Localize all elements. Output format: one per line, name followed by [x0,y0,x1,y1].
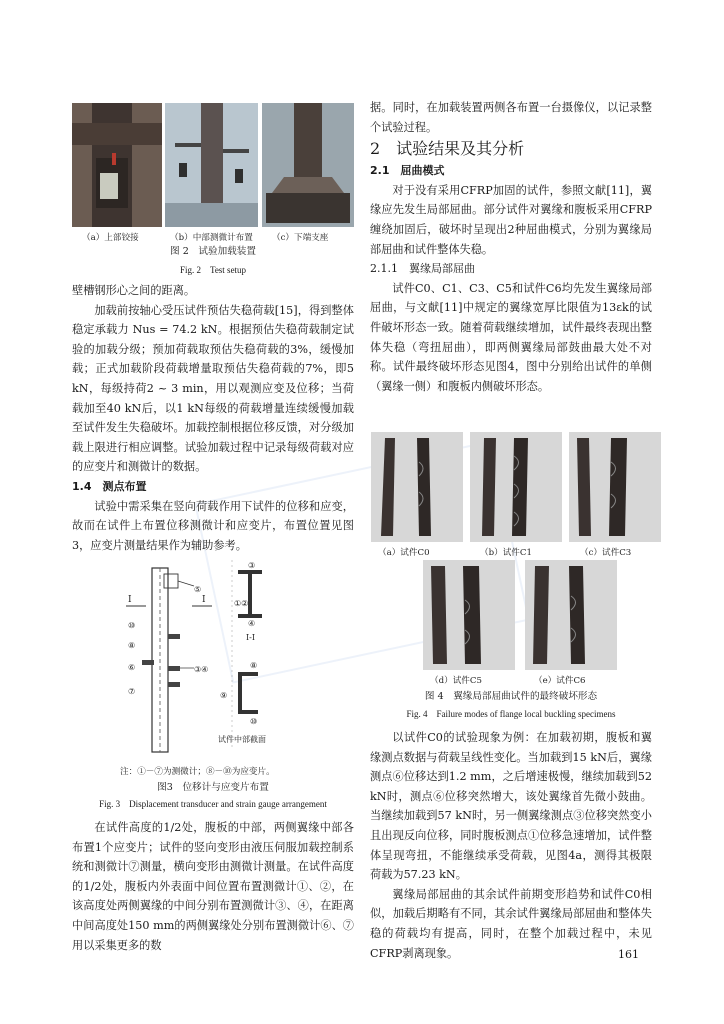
fig3-diagram [120,560,300,760]
fig3-section-mark-right: I [202,595,206,605]
section-2-heading: 2 试验结果及其分析 [370,139,525,159]
fig2-photo-c [262,103,354,227]
fig2-sub-b: （b）中部测微计布置 [170,233,253,243]
fig3-caption-cn: 图3 位移计与应变片布置 [157,782,269,793]
right-paragraph-3: 试件C0、C1、C3、C5和试件C6均先发生翼缘局部屈曲，与文献[11]中规定的翼缘宽厚比限值为13εk的试件破坏形态一致。随着荷载继续增加，试件最终表现出整体失稳（弯扭屈曲），即两侧翼缘局部鼓曲最大处不对称。试件最终破坏形态见图4，图中分别给出试件的单侧（翼缘一侧）和腹板内侧破坏形态。 [370,281,652,393]
left-paragraph-4: 在试件高度的1/2处，腹板的中部，两侧翼缘中部各布置1个应变片；试件的竖向变形由液压伺服加载控制系统和测微计⑦测量，横向变形由测微计测量。在试件高度的1/2处，腹板内外表面中间位置布置测微计①、②，在该高度处两侧翼缘的中间分别布置测微计③、④，在距离中间高度处150 mm的两侧翼缘处分别布置测微计⑥、⑦用以采集更多的数 [72,821,354,952]
fig4-sub-c3: （c）试件C3 [580,548,632,558]
section-1-4-heading: 1.4 测点布置 [72,479,147,493]
right-column-bottom [370,728,652,963]
fig2-photo-a [72,103,162,227]
fig3-label-8b: ⑧ [250,661,258,670]
fig3-label-9: ⑨ [220,691,228,700]
right-paragraph-4: 以试件C0的试验现象为例：在加载初期，腹板和翼缘测点数据与荷载呈线性变化。当加载到15 kN后，翼缘测点⑥位移达到1.2 mm，之后增速极慢，继续加载到52 kN时，测点⑥位移突然增大，该处翼缘首先微小鼓曲。当继续加载到57 kN时，另一侧翼缘测点③位移突然变小且出现反向位移，同时腹板测点①位移急速增加，试件整体呈现弯扭，不能继续承受荷载，见图4a，测得其极限荷载为57.23 kN。 [370,731,652,882]
right-paragraph-2: 对于没有采用CFRP加固的试件，参照文献[11]，翼缘应先发生局部屈曲。部分试件对翼缘和腹板采用CFRP缠绕加固后，破坏时呈现出2种屈曲模式，分别为翼缘局部屈曲和试件整体失稳。 [370,183,652,256]
fig4-sub-c5: （d）试件C5 [430,676,482,686]
right-paragraph-1: 据。同时，在加载装置两侧各布置一台摄像仪，以记录整个试验过程。 [370,101,652,134]
fig2-caption-en: Fig. 2 Test setup [179,265,247,275]
fig3-label-4: ④ [248,619,256,628]
fig4-sub-c0: （a）试件C0 [378,548,430,558]
fig2-sub-a: （a）上部铰接 [82,233,139,243]
fig2-sub-c: （c）下端支座 [272,233,329,243]
fig3-note: 注：①－⑦为测微计；⑧－⑩为应变片。 [120,767,275,777]
fig3-label-5: ⑤ [194,585,202,594]
right-column-top [370,98,652,396]
fig2-caption-cn: 图 2 试验加载装置 [170,246,256,257]
fig4-sub-c6: （e）试件C6 [534,676,586,686]
fig3-label-3: ③ [248,561,256,570]
fig3-section-mark-left: I [128,595,132,605]
fig4-photo-c1 [470,432,562,542]
fig3-section-label: I-I [246,633,256,642]
fig4-photo-c0 [371,432,463,542]
fig3-label-8: ⑧ [128,641,136,650]
fig3-caption-en: Fig. 3 Displacement transducer and strain gauge arrangement [99,799,327,809]
right-paragraph-5: 翼缘局部屈曲的其余试件前期变形趋势和试件C0相似，加载后期略有不同，其余试件翼缘局部屈曲和整体失稳的荷载均有提高，同时，在整个加载过程中，未见CFRP剥离现象。 [370,887,652,960]
fig3-label-6: ⑥ [128,663,136,672]
fig3-label-10b: ⑩ [250,717,258,726]
left-paragraph-3: 试验中需采集在竖向荷载作用下试件的位移和应变，故而在试件上布置位移测微计和应变片，布置位置见图3，应变片测量结果作为辅助参考。 [72,499,354,552]
left-paragraph-2: 加载前按轴心受压试件预估失稳荷载[15]，得到整体稳定承载力 Nus = 74.2 kN。根据预估失稳荷载制定试验的加载分级；预加荷载取预估失稳荷载的3%，缓慢加载；正式加载阶段荷载增量取预估失稳荷载的7%，即5 kN，每级持荷2 ~ 3 min，用以观测应变及位移；当荷载加至40 kN后，以1 kN每级的荷载增量连续缓慢加载至试件发生失稳破坏。加载控制根据位移反馈，对分级加载上限进行相应调整。试验加载过程中记录每级荷载对应的应变片和测微计的数据。 [72,303,354,474]
fig3-mid-section-label: 试件中部截面 [218,735,266,744]
fig4-photo-c3 [569,432,661,542]
fig3-label-7: ⑦ [128,687,136,696]
fig4-photo-c5 [423,560,515,670]
page-number: 161 [618,948,639,961]
left-paragraph-1: 壁槽钢形心之间的距离。 [72,284,196,297]
fig4-photo-c6 [525,560,617,670]
fig3-label-10: ⑩ [128,621,136,630]
fig4-caption-cn: 图 4 翼缘局部屈曲试件的最终破坏形态 [424,691,598,702]
section-2-1-heading: 2.1 屈曲模式 [370,164,445,178]
left-column-top [72,281,354,555]
fig2-photo-b [165,103,258,227]
fig3-label-1-2: ①② [234,599,249,608]
fig4-sub-c1: （b）试件C1 [480,548,532,558]
fig3-label-2-4: ③④ [194,665,209,674]
fig4-caption-en: Fig. 4 Failure modes of flange local buckling specimens [406,709,616,719]
section-2-1-1-heading: 2.1.1 翼缘局部屈曲 [370,262,475,276]
left-column-bottom [72,818,354,955]
